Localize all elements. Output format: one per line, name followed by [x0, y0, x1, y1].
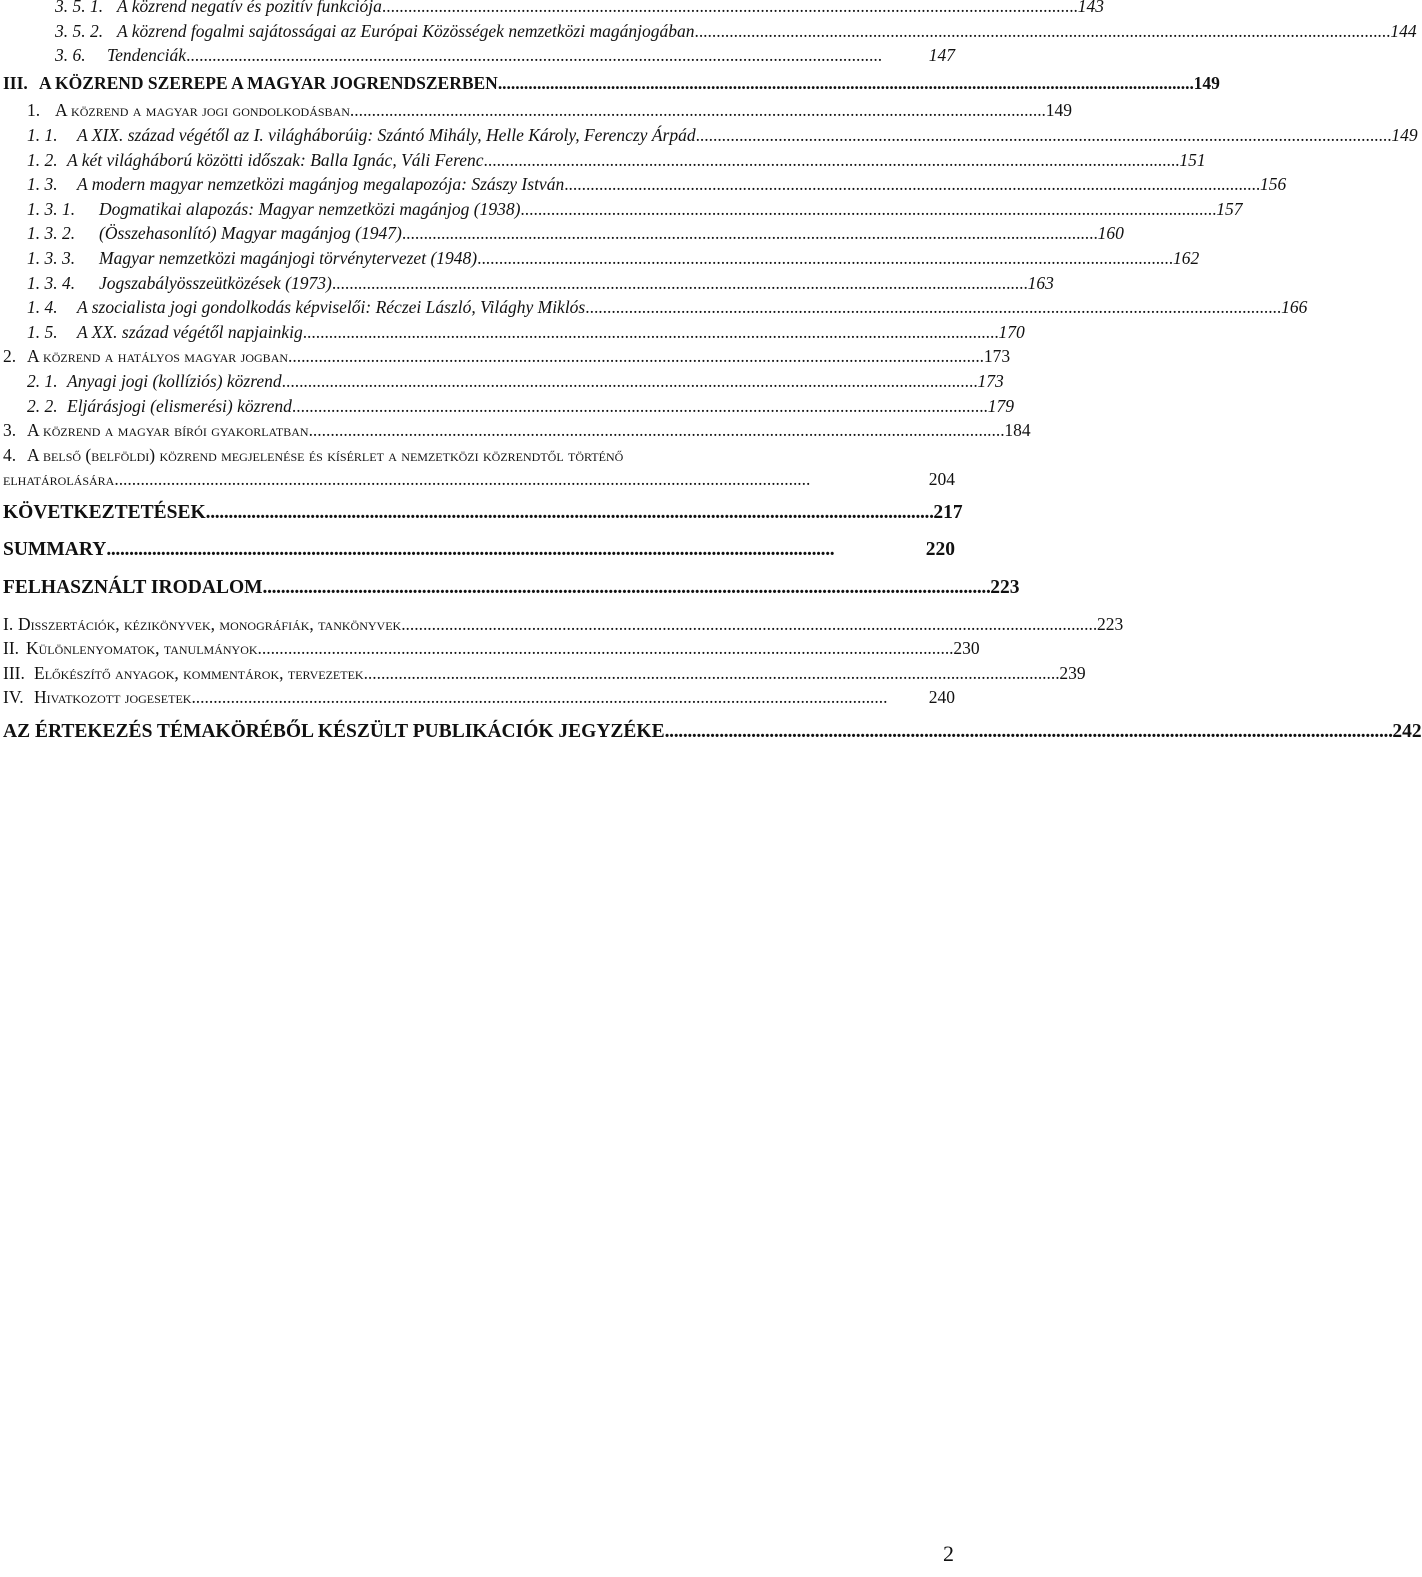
- toc-entry: [3, 148, 1206, 173]
- toc-page: 223: [1097, 613, 1124, 634]
- toc-title: Tendenciák: [107, 45, 187, 66]
- toc-leader: [401, 612, 1095, 637]
- toc-title: A modern magyar nemzetközi magánjog megalapozója: Szászy István: [77, 174, 565, 195]
- toc-entry: [3, 685, 955, 710]
- toc-number: III.: [3, 72, 28, 93]
- toc-entry-chapter: [3, 720, 1422, 745]
- toc-page: 144: [1390, 20, 1417, 41]
- toc-entry: [3, 320, 1025, 345]
- toc-entry: [3, 636, 980, 661]
- toc-page: 204: [928, 469, 955, 490]
- toc-leader: [258, 636, 952, 661]
- toc-entry: [3, 43, 955, 68]
- toc-number: 1. 4.: [27, 297, 58, 318]
- toc-title: Disszertációk, kézikönyvek, monográfiák, tankönyvek: [18, 613, 402, 634]
- toc-entry: [3, 661, 1086, 686]
- toc-page: 163: [1027, 272, 1054, 293]
- toc-title: A szocialista jogi gondolkodás képviselői: Réczei László, Világhy Miklós: [77, 297, 586, 318]
- toc-leader: [191, 685, 926, 710]
- toc-page: 223: [990, 577, 1020, 599]
- toc-entry: [3, 197, 1243, 222]
- toc-title: A közrend a hatályos magyar jogban: [27, 346, 289, 367]
- toc-page: 156: [1260, 174, 1287, 195]
- toc-entry: [3, 221, 1124, 246]
- toc-title: FELHASZNÁLT IRODALOM: [3, 577, 263, 599]
- toc-page: 173: [977, 370, 1004, 391]
- toc-page: 149: [1045, 100, 1072, 121]
- toc-entry-chapter: [3, 576, 1020, 601]
- toc-page: 149: [1391, 124, 1418, 145]
- toc-number: II.: [3, 638, 20, 659]
- toc-entry: [3, 123, 1418, 148]
- toc-leader: [292, 394, 986, 419]
- toc-title: Hivatkozott jogesetek: [34, 687, 192, 708]
- toc-entry: [3, 0, 1104, 19]
- toc-leader: [106, 538, 923, 563]
- toc-leader: [263, 576, 989, 601]
- toc-page: 173: [983, 346, 1011, 367]
- toc-number: 3.: [3, 420, 17, 441]
- toc-title: A közrend fogalmi sajátosságai az Európai Közösségek nemzetközi magánjogában: [117, 20, 695, 41]
- toc-title: Eljárásjogi (elismerési) közrend: [67, 395, 292, 416]
- toc-title: A belső (belföldi) közrend megjelenése és kísérlet a nemzetközi közrendtől történő: [27, 444, 624, 465]
- toc-leader: [186, 43, 927, 68]
- toc-page: 170: [998, 321, 1025, 342]
- toc-title: Előkészítő anyagok, kommentárok, tervezetek: [34, 662, 364, 683]
- toc-leader: [694, 19, 1388, 44]
- toc-page: 147: [928, 45, 955, 66]
- toc-number: III.: [3, 662, 25, 683]
- toc-number: 1. 3. 1.: [27, 198, 76, 219]
- toc-entry: [3, 369, 1004, 394]
- toc-leader: [498, 71, 1192, 96]
- toc-page: 184: [1004, 420, 1031, 441]
- toc-title: SUMMARY: [3, 539, 107, 561]
- toc-title: KÖVETKEZTETÉSEK: [3, 501, 206, 523]
- toc-entry: [3, 172, 1287, 197]
- toc-title: Magyar nemzetközi magánjogi törvénytervezet (1948): [99, 247, 478, 268]
- toc-number: IV.: [3, 687, 24, 708]
- toc-entry: [3, 344, 1011, 369]
- toc-number: 1. 3. 3.: [27, 247, 76, 268]
- toc-leader: [520, 197, 1214, 222]
- toc-number: 2.: [3, 346, 17, 367]
- toc-leader: [309, 418, 1003, 443]
- toc-page: 230: [953, 638, 980, 659]
- toc-leader: [114, 467, 926, 492]
- toc-title: Dogmatikai alapozás: Magyar nemzetközi magánjog (1938): [99, 198, 521, 219]
- toc-title: A XX. század végétől napjainkig: [77, 321, 303, 342]
- toc-number: 1. 2.: [27, 149, 58, 170]
- toc-leader: [665, 720, 1391, 745]
- toc-number: 2. 2.: [27, 395, 58, 416]
- toc-number: 1. 3. 4.: [27, 272, 76, 293]
- toc-page: 239: [1059, 662, 1086, 683]
- table-of-contents: [3, 0, 1422, 745]
- toc-title: A XIX. század végétől az I. világháborúig: Szántó Mihály, Helle Károly, Ferenczy Árpád: [77, 124, 696, 145]
- toc-title: A közrend a magyar bírói gyakorlatban: [27, 420, 309, 441]
- toc-title: A KÖZREND SZEREPE A MAGYAR JOGRENDSZERBEN: [39, 72, 498, 93]
- toc-number: 1. 3.: [27, 174, 58, 195]
- toc-title: AZ ÉRTEKEZÉS TÉMAKÖRÉBŐL KÉSZÜLT PUBLIKÁCIÓK JEGYZÉKE: [3, 721, 665, 743]
- toc-title: A közrend negatív és pozitív funkciója: [117, 0, 382, 16]
- toc-entry: [3, 271, 1054, 296]
- toc-number: 3. 5. 2.: [55, 20, 104, 41]
- toc-entry: [3, 246, 1200, 271]
- toc-page: 240: [928, 687, 955, 708]
- toc-leader: [364, 661, 1058, 686]
- toc-title: (Összehasonlító) Magyar magánjog (1947): [99, 223, 402, 244]
- toc-number: 4.: [3, 444, 17, 465]
- toc-page: 166: [1281, 297, 1308, 318]
- toc-number: I.: [3, 613, 14, 634]
- toc-entry-chapter: [3, 501, 963, 526]
- toc-title: Anyagi jogi (kollíziós) közrend: [67, 370, 282, 391]
- toc-entry: [3, 418, 1031, 443]
- toc-number: 1.: [27, 100, 41, 121]
- toc-leader: [477, 246, 1171, 271]
- toc-leader: [288, 344, 982, 369]
- toc-page: 157: [1216, 198, 1243, 219]
- toc-number: 1. 1.: [27, 124, 58, 145]
- toc-leader: [350, 98, 1044, 123]
- toc-page: 143: [1077, 0, 1104, 16]
- toc-page: 151: [1179, 149, 1206, 170]
- toc-leader: [402, 221, 1096, 246]
- toc-page: 220: [925, 539, 955, 561]
- page-number: 2: [943, 1541, 954, 1566]
- toc-page: 217: [933, 501, 963, 523]
- toc-leader: [484, 148, 1178, 173]
- toc-leader: [696, 123, 1390, 148]
- toc-leader: [303, 320, 997, 345]
- toc-number: 2. 1.: [27, 370, 58, 391]
- toc-page: 242: [1392, 721, 1422, 743]
- toc-leader: [585, 295, 1279, 320]
- toc-page: 149: [1193, 72, 1220, 93]
- toc-title: Különlenyomatok, tanulmányok: [26, 638, 258, 659]
- toc-entry: [3, 612, 1124, 637]
- toc-leader: [206, 501, 932, 526]
- toc-entry: [3, 443, 955, 492]
- toc-page: 162: [1172, 247, 1200, 268]
- toc-title: Jogszabályösszeütközések (1973): [99, 272, 332, 293]
- toc-number: 1. 3. 2.: [27, 223, 76, 244]
- toc-leader: [282, 369, 976, 394]
- toc-number: 3. 6.: [55, 45, 86, 66]
- toc-entry: [3, 98, 1072, 123]
- toc-entry: [3, 19, 1417, 44]
- toc-leader: [382, 0, 1076, 19]
- toc-page: 179: [987, 395, 1014, 416]
- toc-title-continued: elhatárolására: [3, 469, 115, 490]
- toc-title: A közrend a magyar jogi gondolkodásban: [55, 100, 350, 121]
- toc-page: 160: [1097, 223, 1124, 244]
- toc-entry-part: [3, 71, 1220, 96]
- toc-title: A két világháború közötti időszak: Balla Ignác, Váli Ferenc: [67, 149, 484, 170]
- toc-entry: [3, 394, 1014, 419]
- toc-number: 1. 5.: [27, 321, 58, 342]
- toc-leader: [564, 172, 1258, 197]
- toc-entry-chapter: [3, 538, 955, 563]
- toc-number: 3. 5. 1.: [55, 0, 104, 16]
- toc-leader: [332, 271, 1026, 296]
- toc-entry: [3, 295, 1308, 320]
